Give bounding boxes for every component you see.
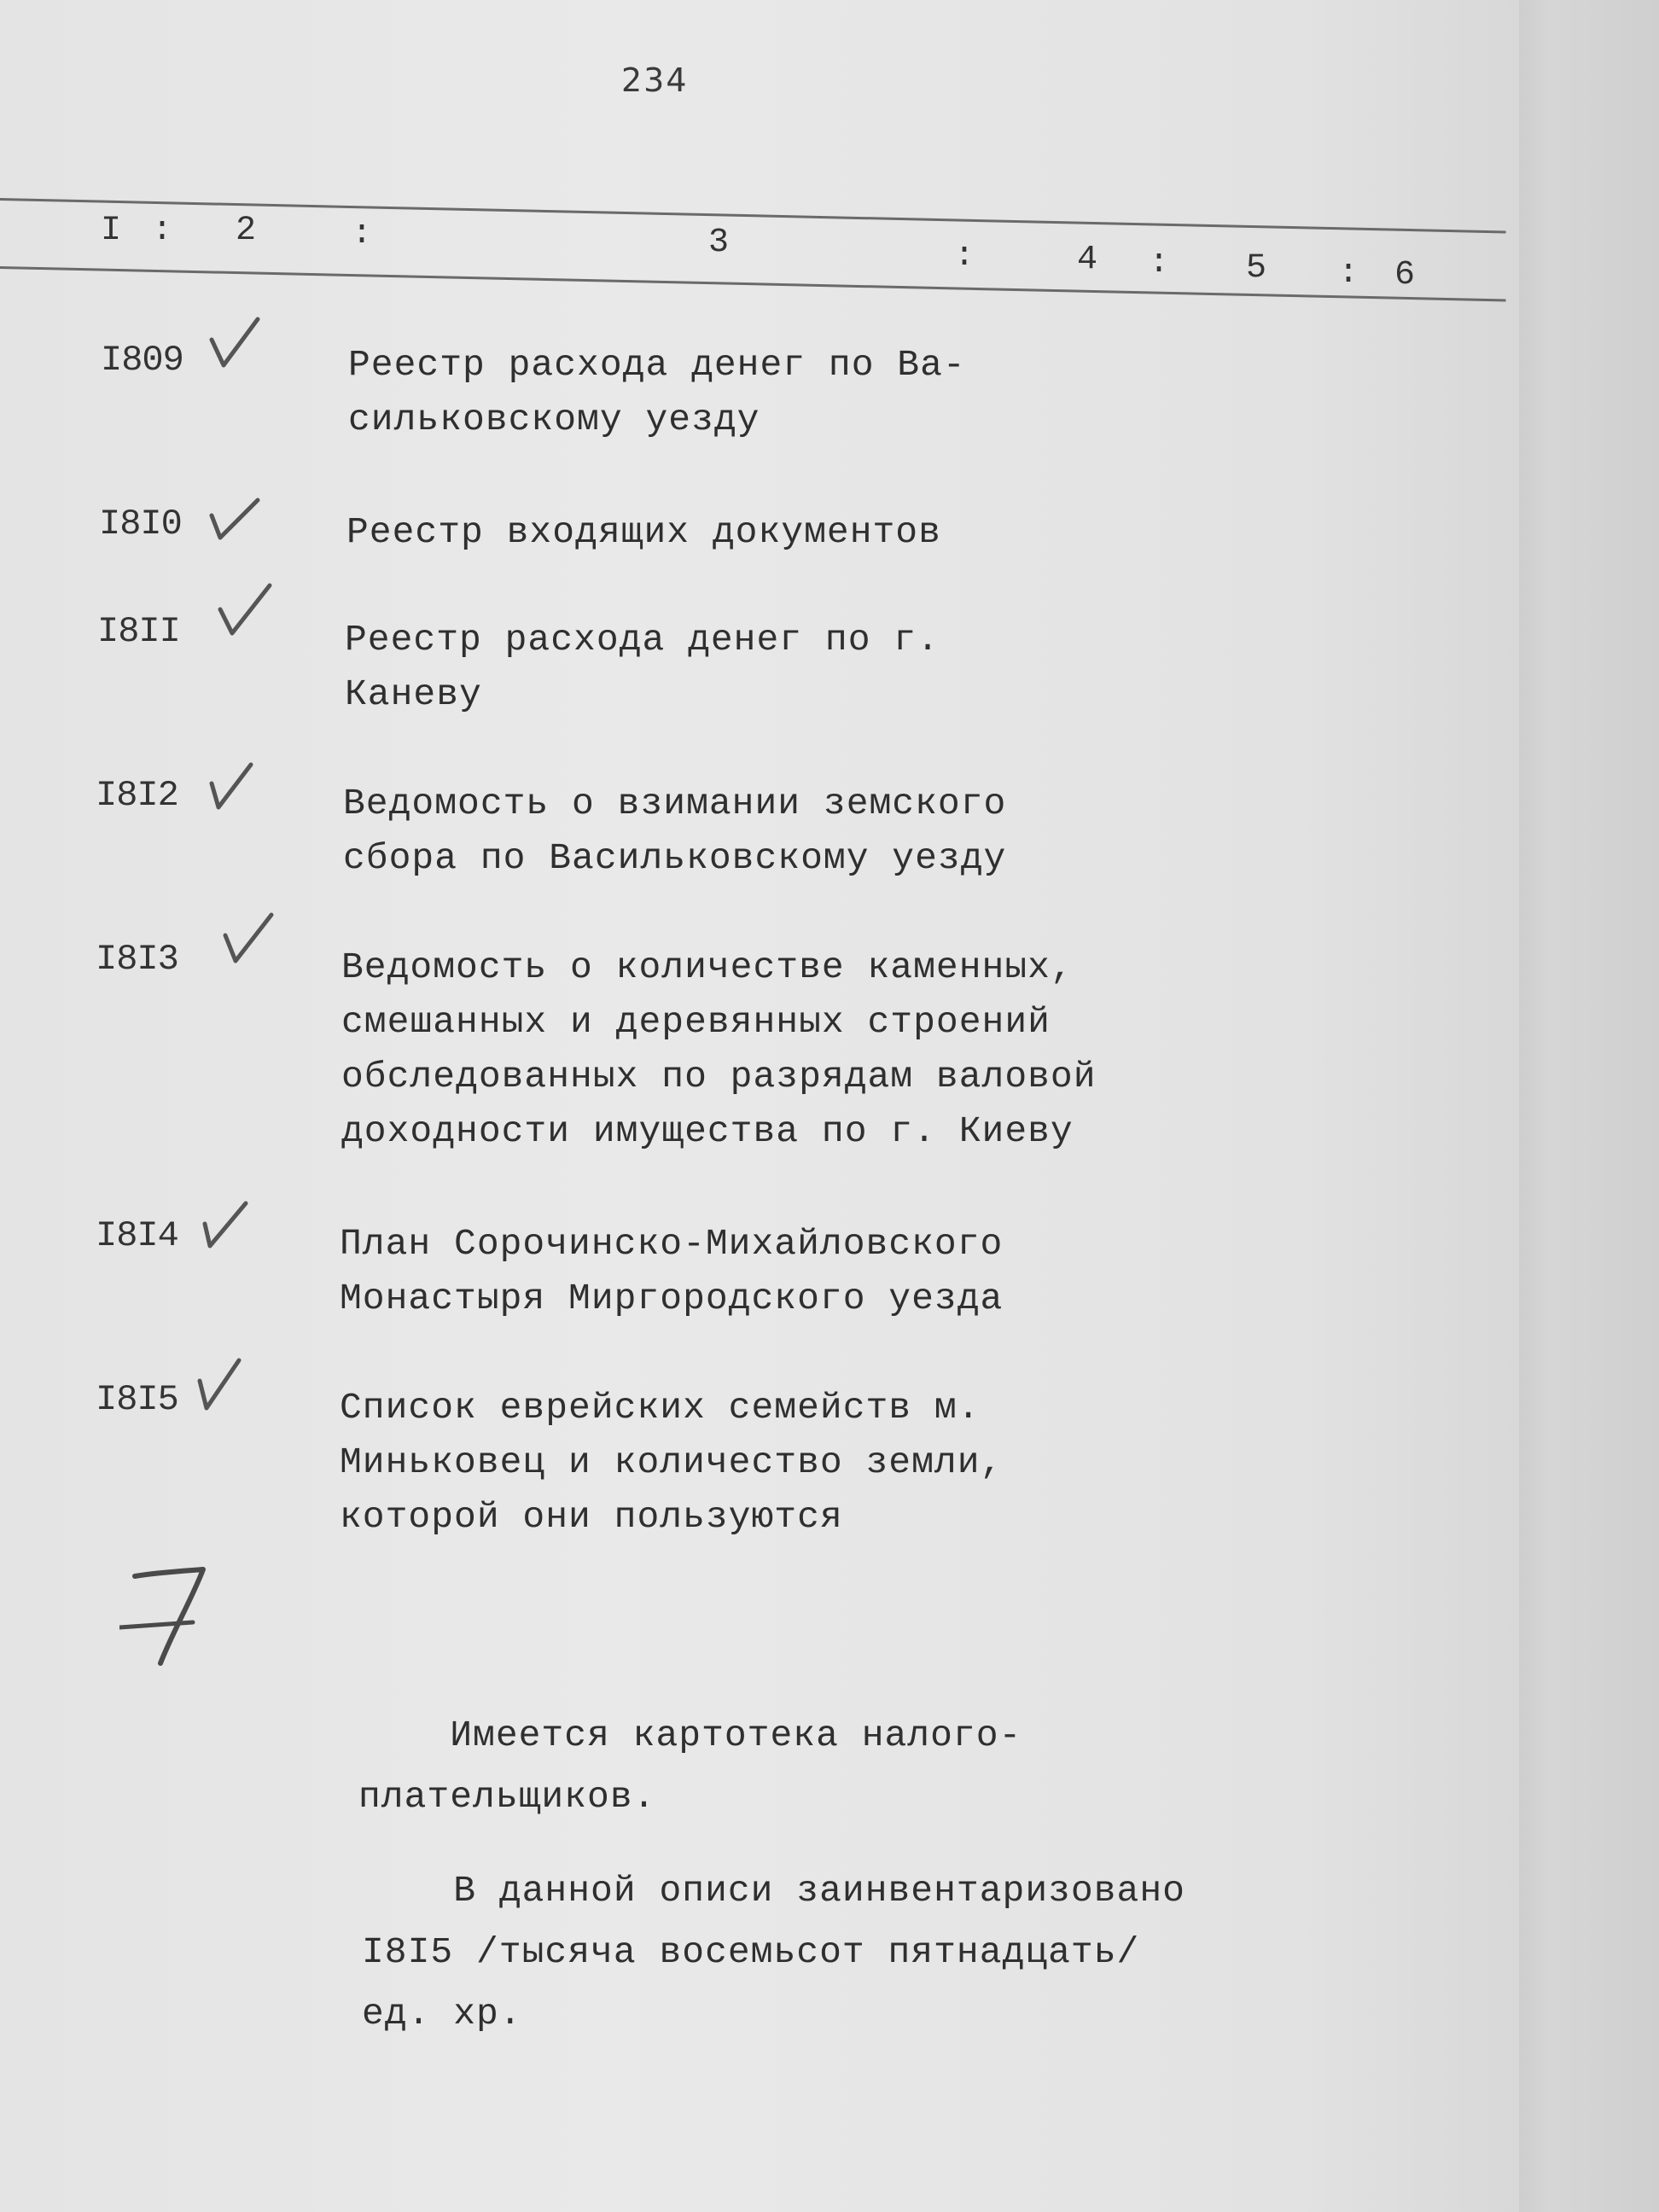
inventory-total-note: В данной описи заинвентаризовано I8I5 /тысяча восемьсот пятнадцать/ ед. хр. bbox=[362, 1870, 1185, 2034]
next-page-edge bbox=[1502, 0, 1659, 2212]
entry-title: Ведомость о взимании земского сбора по Васильковскому уезду bbox=[343, 783, 1007, 879]
pencil-check-mark-icon bbox=[191, 1355, 251, 1415]
header-top-rule bbox=[0, 198, 1506, 234]
entry-number: I8I4 bbox=[96, 1215, 178, 1256]
entry-title: План Сорочинско-Михайловского Монастыря Миргородского уезда bbox=[340, 1223, 1004, 1319]
column-header-1: I bbox=[101, 212, 122, 250]
pencil-check-mark-icon bbox=[218, 911, 278, 971]
page-number: 234 bbox=[621, 61, 689, 99]
pencil-check-mark-icon bbox=[195, 1195, 254, 1254]
column-separator: : bbox=[1149, 244, 1170, 282]
entry-title: Реестр расхода денег по г. Каневу bbox=[345, 619, 940, 715]
handwritten-number-seven bbox=[119, 1557, 213, 1668]
entry-number: I8I3 bbox=[96, 939, 178, 980]
entry-title: Реестр расхода денег по Ва- сильковскому уезду bbox=[348, 344, 966, 440]
entry-number: I809 bbox=[101, 340, 183, 381]
column-header-4: 4 bbox=[1077, 241, 1098, 279]
column-header-3: 3 bbox=[708, 224, 730, 262]
column-separator: : bbox=[152, 212, 173, 250]
entry-number: I8I5 bbox=[96, 1379, 178, 1420]
card-index-note: Имеется картотека налого- плательщиков. bbox=[358, 1714, 1022, 1818]
pencil-check-mark-icon bbox=[201, 758, 261, 818]
column-header-6: 6 bbox=[1394, 256, 1416, 294]
column-header-5: 5 bbox=[1246, 249, 1267, 288]
pencil-check-mark-icon bbox=[203, 485, 263, 544]
pencil-check-mark-icon bbox=[213, 580, 273, 640]
entry-title: Ведомость о количестве каменных, смешанных и деревянных строений обследованных по разрядам валовой доходности имущества по г. Киеву bbox=[341, 946, 1097, 1152]
entry-title: Реестр входящих документов bbox=[346, 511, 941, 553]
entry-number: I8I2 bbox=[96, 775, 178, 816]
column-separator: : bbox=[1338, 254, 1359, 293]
entry-number: I8I0 bbox=[99, 504, 182, 544]
column-separator: : bbox=[954, 237, 975, 276]
column-separator: : bbox=[352, 215, 373, 253]
entry-title: Список еврейских семейств м. Миньковец и количество земли, которой они пользуются bbox=[340, 1387, 1004, 1538]
column-header-2: 2 bbox=[236, 212, 257, 250]
header-bottom-rule bbox=[0, 266, 1506, 302]
pencil-check-mark-icon bbox=[205, 314, 265, 374]
entry-number: I8II bbox=[97, 611, 180, 652]
